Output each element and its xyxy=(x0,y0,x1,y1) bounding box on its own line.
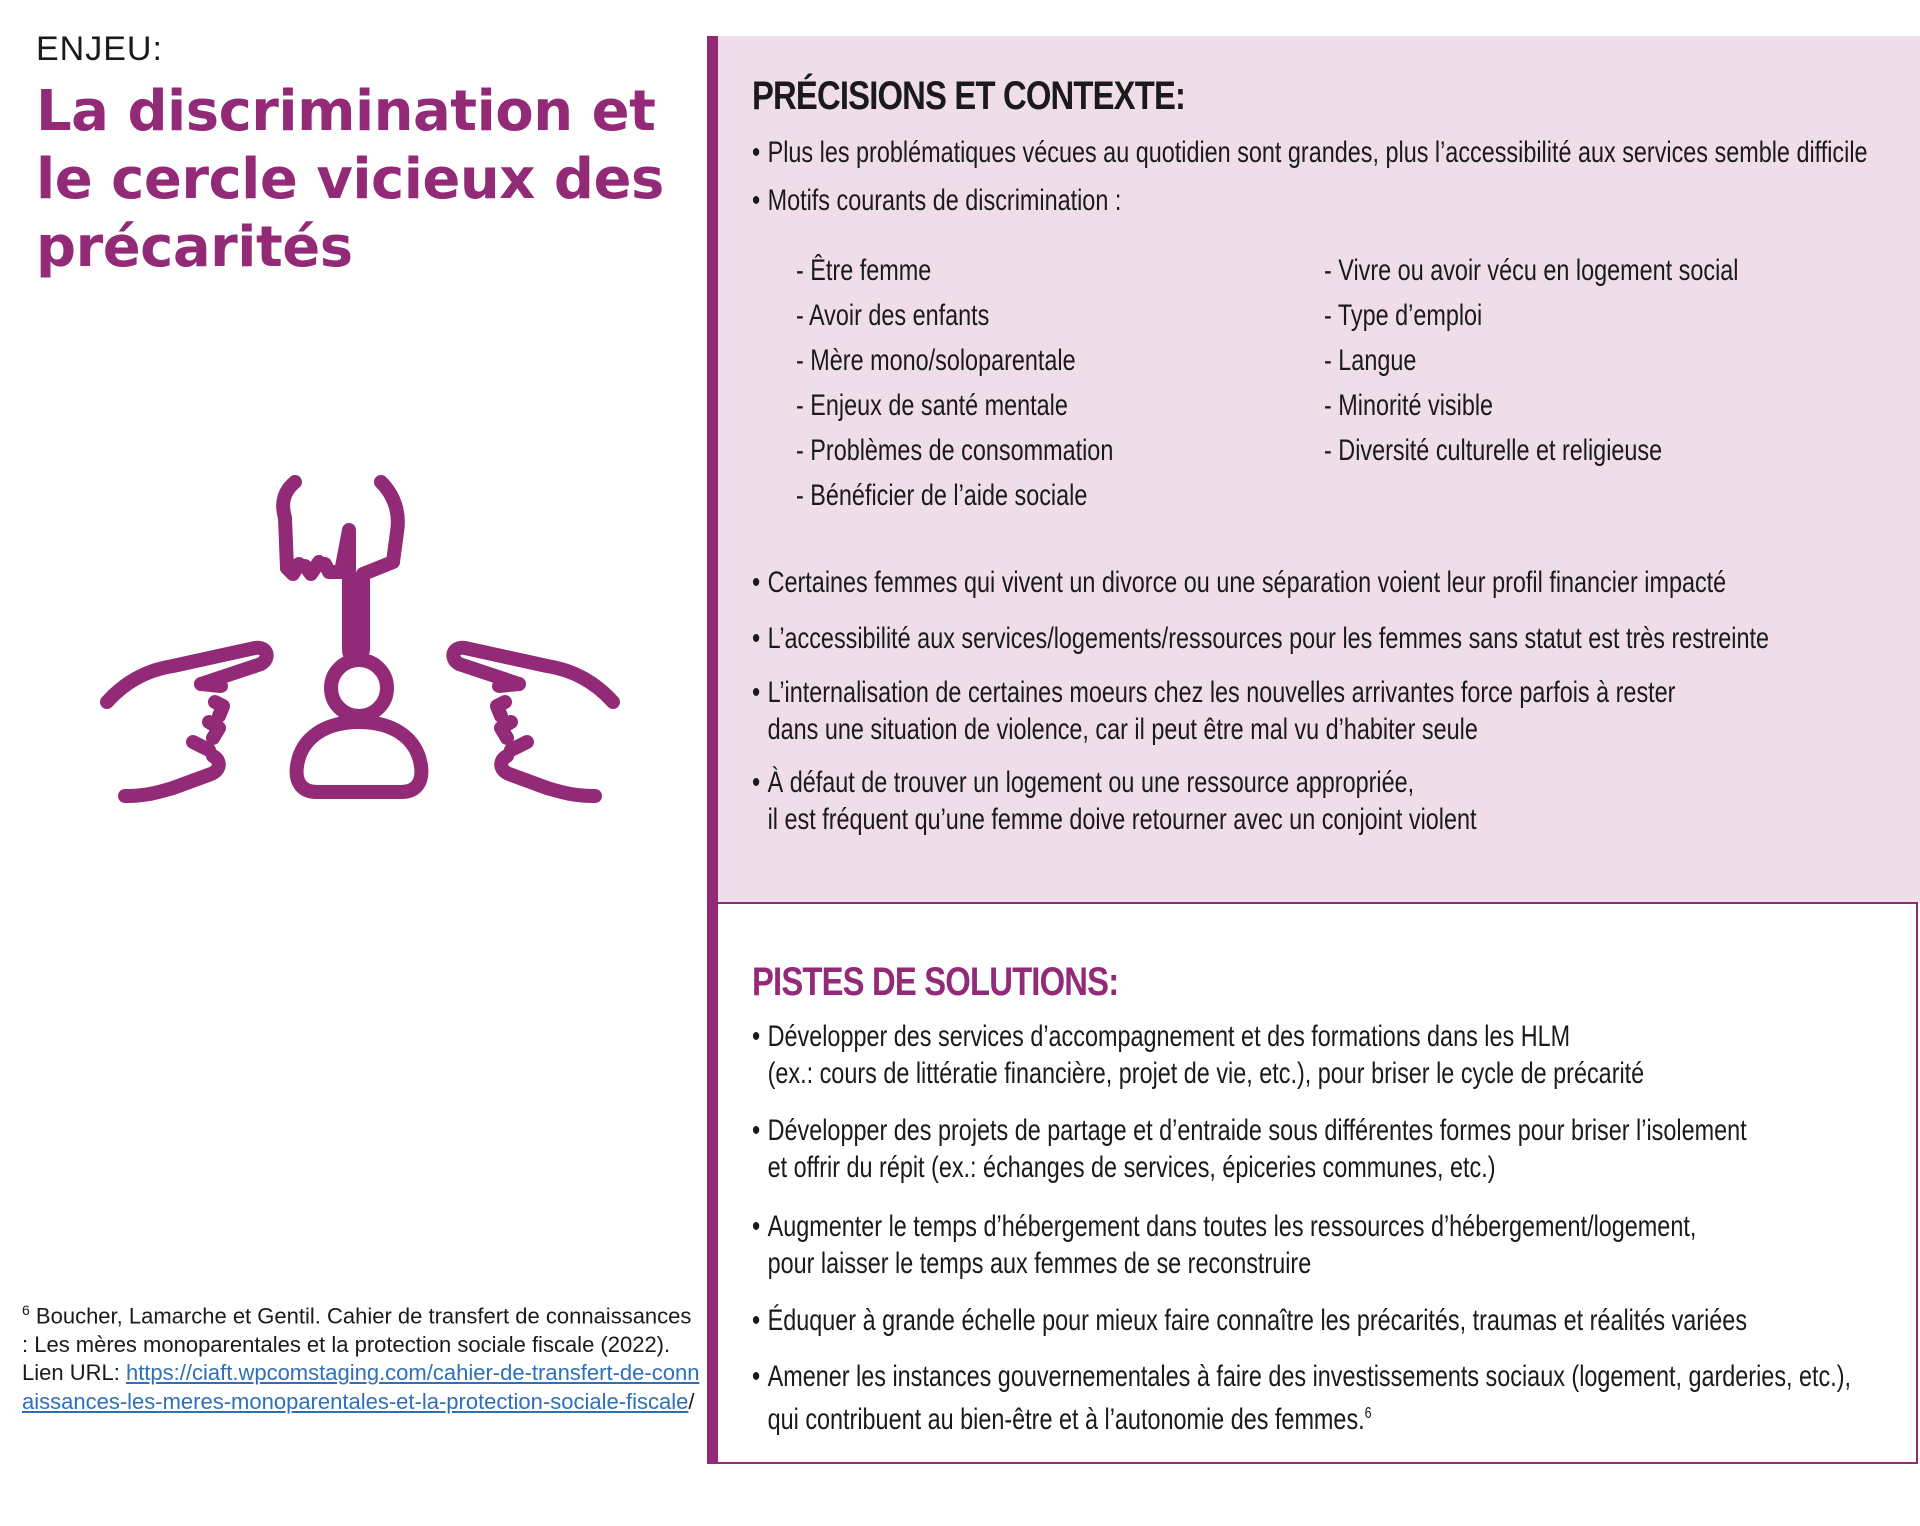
solution-point xyxy=(752,1358,1851,1438)
motif-item: - Avoir des enfants xyxy=(796,299,990,332)
item-text-continued-text: qui contribuent au bien-être et à l’autonomie des femmes. xyxy=(767,1403,1365,1436)
footnote xyxy=(22,1296,702,1416)
item-text: Certaines femmes qui vivent un divorce ou une séparation voient leur profil financier impacté xyxy=(767,566,1727,599)
item-text: Augmenter le temps d’hébergement dans toutes les ressources d’hébergement/logement, xyxy=(767,1210,1697,1243)
context-intro-item xyxy=(752,182,1121,219)
footnote-text: Boucher, Lamarche et Gentil. Cahier de transfert de connaissances : Les mères monoparentales et la protection sociale fiscale (2022). Lien URL: xyxy=(22,1303,692,1386)
solution-point xyxy=(752,1018,1644,1092)
motif-item: - Enjeux de santé mentale xyxy=(796,389,1068,422)
context-point xyxy=(752,564,1726,601)
accent-divider xyxy=(707,36,718,1464)
item-text: L’internalisation de certaines moeurs chez les nouvelles arrivantes force parfois à rester xyxy=(767,676,1676,709)
bullet: • xyxy=(752,766,761,799)
bullet: • xyxy=(752,622,761,655)
context-point xyxy=(752,674,1675,748)
context-point xyxy=(752,764,1477,838)
item-text-continued: dans une situation de violence, car il peut être mal vu d’habiter seule xyxy=(767,713,1478,746)
bullet: • xyxy=(752,566,761,599)
motifs-right-list xyxy=(1324,248,1738,473)
solution-point xyxy=(752,1208,1696,1282)
context-panel xyxy=(718,36,1920,902)
motif-item: - Diversité culturelle et religieuse xyxy=(1324,434,1663,467)
item-text: Plus les problématiques vécues au quotidien sont grandes, plus l’accessibilité aux services semble difficile xyxy=(767,136,1868,169)
kicker: ENJEU: xyxy=(36,30,163,68)
footnote-link[interactable]: https://ciaft.wpcomstaging.com/cahier-de-transfert-de-connaissances-les-meres-monoparentales-et-la-protection-sociale-fiscale xyxy=(22,1360,700,1414)
item-text: À défaut de trouver un logement ou une ressource appropriée, xyxy=(767,766,1415,799)
motif-item: - Langue xyxy=(1324,344,1417,377)
item-text-continued: il est fréquent qu’une femme doive retourner avec un conjoint violent xyxy=(767,803,1477,836)
bullet: • xyxy=(752,676,761,709)
bullet: • xyxy=(752,1114,761,1147)
bullet: • xyxy=(752,184,761,217)
bullet: • xyxy=(752,1020,761,1053)
item-text-continued xyxy=(752,1395,1851,1438)
motif-item: - Bénéficier de l’aide sociale xyxy=(796,479,1088,512)
left-column xyxy=(0,0,700,1526)
bullet: • xyxy=(752,1304,761,1337)
motif-item: - Problèmes de consommation xyxy=(796,434,1114,467)
bullet: • xyxy=(752,1210,761,1243)
motif-item: - Être femme xyxy=(796,254,932,287)
motif-item: - Mère mono/soloparentale xyxy=(796,344,1076,377)
pointing-hands-at-person-icon xyxy=(95,470,625,840)
item-text: Amener les instances gouvernementales à faire des investissements sociaux (logement, garderies, etc.), xyxy=(767,1360,1852,1393)
item-text: Développer des services d’accompagnement et des formations dans les HLM xyxy=(767,1020,1571,1053)
item-text: Développer des projets de partage et d’entraide sous différentes formes pour briser l’isolement xyxy=(767,1114,1747,1147)
item-text-continued: et offrir du répit (ex.: échanges de services, épiceries communes, etc.) xyxy=(767,1151,1496,1184)
context-point xyxy=(752,620,1769,657)
motif-item: - Vivre ou avoir vécu en logement social xyxy=(1324,254,1739,287)
bullet: • xyxy=(752,136,761,169)
item-text: Éduquer à grande échelle pour mieux faire connaître les précarités, traumas et réalités variées xyxy=(767,1304,1748,1337)
bullet: • xyxy=(752,1360,761,1393)
context-intro-item xyxy=(752,134,1868,171)
motif-item: - Minorité visible xyxy=(1324,389,1494,422)
item-text: L’accessibilité aux services/logements/ressources pour les femmes sans statut est très restreinte xyxy=(767,622,1770,655)
solution-point xyxy=(752,1302,1747,1339)
solutions-panel xyxy=(718,902,1918,1464)
solution-point xyxy=(752,1112,1747,1186)
footnote-marker: 6 xyxy=(22,1302,30,1318)
context-heading: PRÉCISIONS ET CONTEXTE: xyxy=(752,74,1186,118)
motif-item: - Type d’emploi xyxy=(1324,299,1483,332)
item-text: Motifs courants de discrimination : xyxy=(767,184,1122,217)
page-title: La discrimination et le cercle vicieux des précarités xyxy=(36,79,664,280)
item-text-continued: pour laisser le temps aux femmes de se reconstruire xyxy=(767,1247,1312,1280)
item-text-continued: (ex.: cours de littératie financière, projet de vie, etc.), pour briser le cycle de précarité xyxy=(767,1057,1645,1090)
solutions-heading: PISTES DE SOLUTIONS: xyxy=(752,960,1119,1004)
footnote-trail: / xyxy=(688,1388,695,1414)
footnote-ref: 6 xyxy=(1364,1405,1372,1422)
motifs-left-list xyxy=(796,248,1113,518)
